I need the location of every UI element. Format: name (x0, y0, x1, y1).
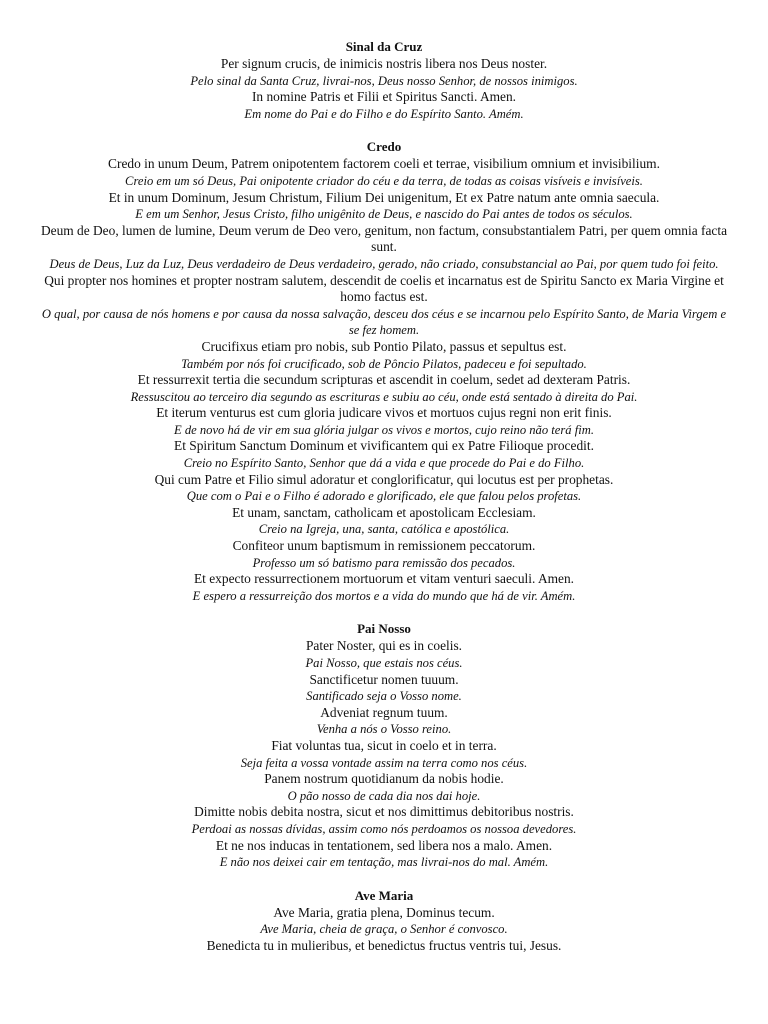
latin-line: Et ressurrexit tertia die secundum scripturas et ascendit in coelum, sedet ad dexteram Patris. (137, 372, 631, 388)
latin-line: Crucifixus etiam pro nobis, sub Pontio Pilato, passus et sepultus est. (201, 338, 567, 354)
section-sinal-da-cruz (40, 38, 728, 122)
latin-line: Adveniat regnum tuum. (320, 704, 448, 720)
portuguese-line: Creio no Espírito Santo, Senhor que dá a vida e que procede do Pai e do Filho. (183, 456, 585, 471)
latin-line: Et expecto ressurrectionem mortuorum et vitam venturi saeculi. Amen. (193, 571, 575, 587)
portuguese-line: Ave Maria, cheia de graça, o Senhor é convosco. (260, 922, 508, 937)
latin-line: Dimitte nobis debita nostra, sicut et nos dimittimus debitoribus nostris. (194, 804, 574, 820)
portuguese-line: Seja feita a vossa vontade assim na terra como nos céus. (240, 755, 528, 770)
latin-line: Credo in unum Deum, Patrem onipotentem factorem coeli et terrae, visibilium omnium et invisibilium. (108, 156, 660, 172)
section-pai-nosso (40, 620, 728, 870)
portuguese-line: E espero a ressurreição dos mortos e a vida do mundo que há de vir. Amém. (192, 588, 576, 603)
section-title: Pai Nosso (357, 621, 411, 637)
portuguese-line: Que com o Pai e o Filho é adorado e glorificado, ele que falou pelos profetas. (186, 489, 582, 504)
portuguese-line: E em um Senhor, Jesus Cristo, filho unigênito de Deus, e nascido do Pai antes de todos os séculos. (135, 207, 633, 222)
latin-line: Et iterum venturus est cum gloria judicare vivos et mortuos cujus regni non erit finis. (156, 405, 612, 421)
section-title: Ave Maria (354, 887, 414, 903)
latin-line: Per signum crucis, de inimicis nostris libera nos Deus noster. (220, 56, 548, 71)
latin-line: Et Spiritum Sanctum Dominum et vivificantem qui ex Patre Filioque procedit. (174, 438, 594, 454)
latin-line: Qui propter nos homines et propter nostram salutem, descendit de coelis et incarnatus est de Spiritu Sancto ex Maria Virgine et homo factus est. (44, 272, 724, 305)
latin-line: Fiat voluntas tua, sicut in coelo et in terra. (271, 737, 497, 753)
section-credo (40, 138, 728, 604)
section-title: Credo (366, 139, 402, 155)
latin-line: Confiteor unum baptismum in remissionem peccatorum. (232, 538, 536, 554)
portuguese-line: Deus de Deus, Luz da Luz, Deus verdadeiro de Deus verdadeiro, gerado, não criado, consubstancial ao Pai, por quem tudo foi feito. (49, 256, 719, 271)
latin-line: Deum de Deo, lumen de lumine, Deum verum de Deo vero, genitum, non factum, consubstantialem Patri, per quem omnia facta sunt. (40, 222, 728, 255)
document-page (40, 38, 728, 971)
latin-line: Sanctificetur nomen tuuum. (309, 671, 459, 687)
portuguese-line: Professo um só batismo para remissão dos pecados. (252, 555, 516, 570)
portuguese-line: O pão nosso de cada dia nos dai hoje. (287, 788, 481, 803)
portuguese-line: Creio na Igreja, una, santa, católica e apostólica. (258, 522, 510, 537)
portuguese-line: Em nome do Pai e do Filho e do Espírito Santo. Amém. (244, 106, 524, 121)
latin-line: Et in unum Dominum, Jesum Christum, Filium Dei unigenitum, Et ex Patre natum ante omnia saecula. (108, 189, 660, 205)
portuguese-line: Ressuscitou ao terceiro dia segundo as escrituras e subiu ao céu, onde está sentado à direita do Pai. (130, 389, 638, 404)
latin-line: Et unam, sanctam, catholicam et apostolicam Ecclesiam. (232, 504, 536, 520)
section-ave-maria (40, 887, 728, 955)
latin-line: Ave Maria, gratia plena, Dominus tecum. (273, 904, 495, 920)
latin-line: In nomine Patris et Filii et Spiritus Sancti. Amen. (251, 89, 517, 105)
portuguese-line: Creio em um só Deus, Pai onipotente criador do céu e da terra, de todas as coisas visíveis e invisíveis. (125, 173, 643, 188)
portuguese-line: O qual, por causa de nós homens e por causa da nossa salvação, desceu dos céus e se incarnou pelo Espírito Santo, de Maria Virgem e se fez homem. (41, 306, 727, 338)
portuguese-line: Perdoai as nossas dívidas, assim como nós perdoamos os nossoa devedores. (191, 821, 577, 836)
portuguese-line: Também por nós foi crucificado, sob de Pôncio Pilatos, padeceu e foi sepultado. (181, 356, 587, 371)
latin-line: Pater Noster, qui es in coelis. (305, 638, 463, 654)
latin-line: Qui cum Patre et Filio simul adoratur et conglorificatur, qui locutus est per prophetas. (154, 471, 614, 487)
portuguese-line: Pai Nosso, que estais nos céus. (305, 656, 463, 670)
portuguese-line: E de novo há de vir em sua glória julgar os vivos e mortos, cujo reino não terá fim. (174, 422, 594, 437)
latin-line: Panem nostrum quotidianum da nobis hodie. (264, 771, 504, 787)
portuguese-line: Santificado seja o Vosso nome. (306, 689, 462, 704)
portuguese-line: E não nos deixei cair em tentação, mas livrai-nos do mal. Amém. (219, 855, 549, 870)
portuguese-line: Venha a nós o Vosso reino. (316, 722, 452, 737)
portuguese-line: Pelo sinal da Santa Cruz, livrai-nos, Deus nosso Senhor, de nossos inimigos. (190, 73, 578, 88)
latin-line: Benedicta tu in mulieribus, et benedictus fructus ventris tui, Jesus. (206, 937, 562, 953)
latin-line: Et ne nos inducas in tentationem, sed libera nos a malo. Amen. (215, 837, 553, 853)
section-title: Sinal da Cruz (345, 39, 423, 54)
